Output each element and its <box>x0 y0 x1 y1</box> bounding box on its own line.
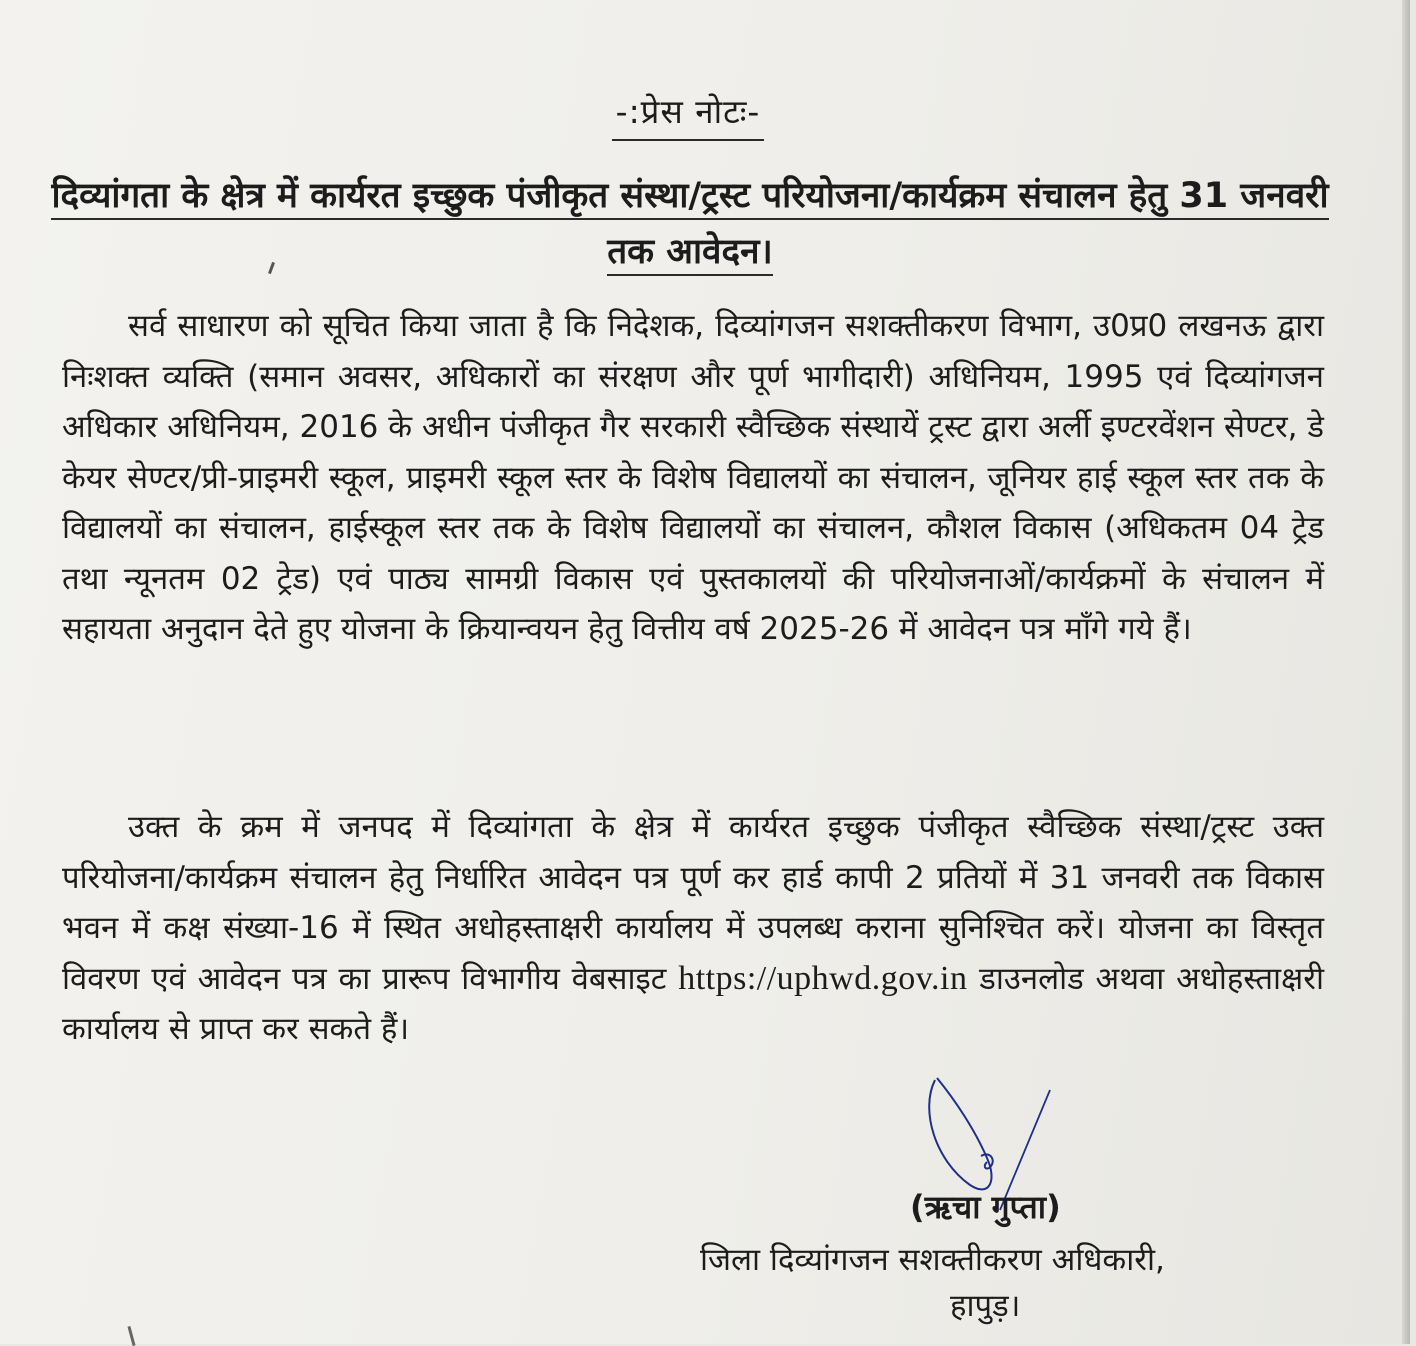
paper-edge <box>1402 0 1410 1344</box>
body-paragraph-1: सर्व साधारण को सूचित किया जाता है कि निदेशक, दिव्यांगजन सशक्तीकरण विभाग, उ0प्र0 लखनऊ द्वारा निःशक्त व्यक्ति (समान अवसर, अधिकारों का संरक्षण और पूर्ण भागीदारी) अधिनियम, 1995 एवं दिव्यांगजन अधिकार अधिनियम, 2016 के अधीन पंजीकृत गैर सरकारी स्वैच्छिक संस्थायें ट्रस्ट द्वारा अर्ली इण्टरवेंशन सेण्टर, डे केयर सेण्टर/प्री-प्राइमरी स्कूल, प्राइमरी स्कूल स्तर के विशेष विद्यालयों का संचालन, जूनियर हाई स्कूल स्तर तक के विद्यालयों का संचालन, हाईस्कूल स्तर तक के विशेष विद्यालयों का संचालन, कौशल विकास (अधिकतम 04 ट्रेड तथा न्यूनतम 02 ट्रेड) एवं पाठ्य सामग्री विकास एवं पुस्तकालयों की परियोजनाओं/कार्यक्रमों के संचालन में सहायता अनुदान देते हुए योजना के क्रियान्वयन हेतु वित्तीय वर्ष 2025-26 में आवेदन पत्र माँगे गये हैं। <box>62 308 1324 647</box>
subject-line <box>40 168 1340 280</box>
signatory-place: हापुड़। <box>950 1288 1021 1324</box>
signatory-name: (ऋचा गुप्ता) <box>910 1188 1061 1226</box>
body-paragraph-2 <box>62 802 1324 1055</box>
heading-text: -:प्रेस नोटः- <box>612 88 765 141</box>
paragraph-2-text: उक्त के क्रम में जनपद में दिव्यांगता के क्षेत्र में कार्यरत इच्छुक पंजीकृत स्वैच्छिक संस्था/ट्रस्ट उक्त परियोजना/कार्यक्रम संचालन हेतु निर्धारित आवेदन पत्र पूर्ण कर हार्ड कापी 2 प्रतियों में 31 जनवरी तक विकास भवन में कक्ष संख्या-16 में स्थित अधोहस्ताक्षरी कार्यालय में उपलब्ध कराना सुनिश्चित करें। योजना का विस्तृत विवरण एवं आवेदन पत्र का प्रारूप विभागीय वेबसाइट <box>62 809 1324 997</box>
website-link[interactable]: https://uphwd.gov.in <box>678 959 968 997</box>
press-note-heading <box>0 88 1416 141</box>
subject-text: दिव्यांगता के क्षेत्र में कार्यरत इच्छुक पंजीकृत संस्था/ट्रस्ट परियोजना/कार्यक्रम संचालन हेतु 31 जनवरी तक आवेदन। <box>51 176 1328 276</box>
signatory-designation: जिला दिव्यांगजन सशक्तीकरण अधिकारी, <box>700 1242 1165 1278</box>
paragraph-2-tail: डाउनलोड अथवा अधोहस्ताक्षरी कार्यालय से प्राप्त कर सकते हैं। <box>62 960 1324 1047</box>
ink-mark <box>127 1326 135 1346</box>
